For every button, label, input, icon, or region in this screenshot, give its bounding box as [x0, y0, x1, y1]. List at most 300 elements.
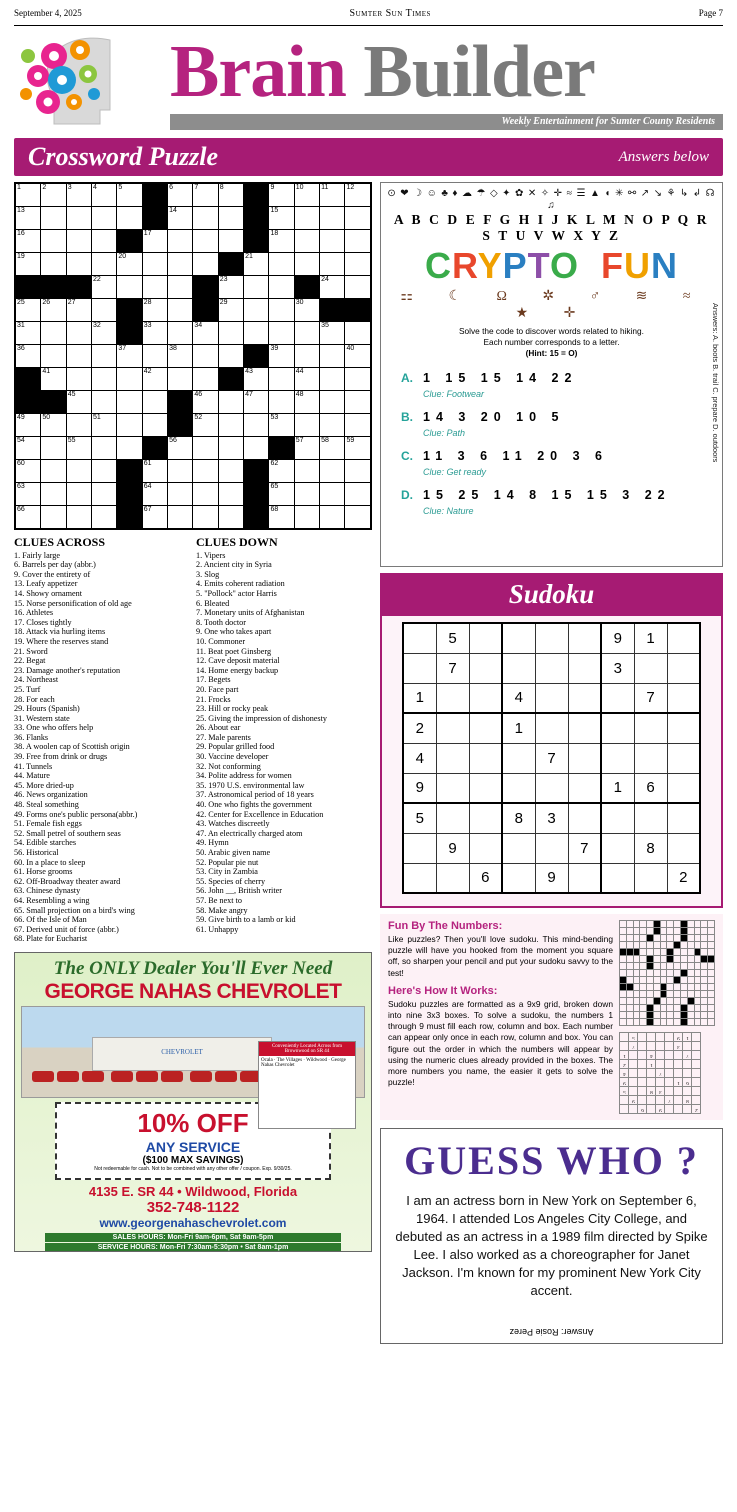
answer-key-cell [660, 1012, 667, 1019]
crossword-cell[interactable] [41, 322, 66, 345]
sudoku-cell[interactable]: 9 [436, 833, 469, 863]
crossword-cell[interactable] [294, 184, 319, 207]
crossword-cell[interactable] [168, 230, 193, 253]
crossword-cell[interactable] [41, 437, 66, 460]
sudoku-cell[interactable] [634, 743, 667, 773]
crossword-cell[interactable] [142, 253, 167, 276]
sudoku-cell[interactable] [469, 653, 502, 683]
crossword-cell[interactable] [345, 230, 371, 253]
advertisement[interactable] [14, 952, 372, 1252]
answer-key-cell [633, 1019, 640, 1026]
crossword-cell[interactable] [320, 253, 345, 276]
crossword-cell[interactable] [92, 230, 117, 253]
crossword-cell[interactable] [193, 414, 218, 437]
clue-item-across: 33. One who offers help [14, 723, 94, 733]
crossword-cell[interactable] [193, 345, 218, 368]
crossword-cell[interactable] [218, 460, 243, 483]
crossword-cell[interactable] [244, 276, 269, 299]
crossword-cell[interactable] [41, 506, 66, 529]
crossword-cell[interactable] [16, 345, 41, 368]
crossword-cell[interactable] [168, 184, 193, 207]
sudoku-cell[interactable] [568, 713, 601, 743]
answer-key-cell [633, 921, 640, 928]
crossword-cell[interactable] [345, 506, 371, 529]
sudoku-cell[interactable] [403, 623, 436, 653]
crossword-cell[interactable] [320, 184, 345, 207]
crossword-cell[interactable] [142, 460, 167, 483]
crossword-cell[interactable] [142, 230, 167, 253]
crossword-cell[interactable] [16, 483, 41, 506]
answer-key-cell: 9 [656, 1105, 665, 1114]
crossword-cell[interactable] [193, 506, 218, 529]
crossword-cell[interactable] [218, 345, 243, 368]
crossword-cell[interactable] [92, 414, 117, 437]
sudoku-cell[interactable] [436, 713, 469, 743]
sudoku-cell[interactable]: 4 [403, 743, 436, 773]
crossword-cell[interactable] [294, 207, 319, 230]
sudoku-cell[interactable] [469, 743, 502, 773]
crossword-cell[interactable] [218, 299, 243, 322]
crossword-cell[interactable] [92, 391, 117, 414]
crossword-cell[interactable] [16, 207, 41, 230]
crossword-cell[interactable] [16, 253, 41, 276]
crossword-cell[interactable] [16, 414, 41, 437]
sudoku-cell[interactable] [502, 863, 535, 893]
crossword-cell[interactable] [345, 483, 371, 506]
sudoku-cell[interactable] [634, 713, 667, 743]
crossword-cell[interactable] [66, 437, 91, 460]
crossword-cell[interactable] [218, 483, 243, 506]
crossword-cell[interactable] [218, 207, 243, 230]
crossword-cell[interactable] [345, 184, 371, 207]
crossword-cell[interactable] [294, 368, 319, 391]
crossword-cell[interactable] [41, 207, 66, 230]
sudoku-cell[interactable]: 4 [502, 683, 535, 713]
crossword-cell[interactable] [117, 184, 142, 207]
crossword-cell[interactable] [218, 391, 243, 414]
sudoku-cell[interactable]: 1 [502, 713, 535, 743]
sudoku-cell[interactable] [568, 863, 601, 893]
crossword-cell[interactable] [66, 460, 91, 483]
crossword-cell[interactable] [92, 437, 117, 460]
sudoku-cell[interactable] [601, 803, 634, 833]
sudoku-cell[interactable] [568, 623, 601, 653]
crossword-cell[interactable] [66, 207, 91, 230]
crossword-cell[interactable] [345, 414, 371, 437]
crossword-cell[interactable] [92, 322, 117, 345]
sudoku-cell[interactable] [502, 653, 535, 683]
crossword-cell-number: 28 [143, 299, 152, 306]
crossword-cell[interactable] [218, 437, 243, 460]
answer-key-cell [653, 935, 660, 942]
sudoku-cell[interactable] [436, 803, 469, 833]
crossword-cell-number: 58 [321, 437, 329, 444]
answer-key-cell [665, 1087, 674, 1096]
crossword-cell[interactable] [117, 207, 142, 230]
crossword-cell[interactable] [92, 253, 117, 276]
crossword-cell[interactable] [193, 483, 218, 506]
sudoku-cell[interactable] [568, 773, 601, 803]
crossword-cell[interactable] [269, 345, 294, 368]
sudoku-cell[interactable] [469, 833, 502, 863]
sudoku-cell[interactable] [502, 623, 535, 653]
crossword-cell[interactable] [269, 414, 294, 437]
crossword-cell[interactable] [16, 230, 41, 253]
crossword-cell[interactable] [294, 506, 319, 529]
sudoku-cell[interactable] [469, 713, 502, 743]
crossword-cell[interactable] [117, 345, 142, 368]
crossword-cell[interactable] [345, 207, 371, 230]
sudoku-cell[interactable] [568, 683, 601, 713]
sudoku-cell[interactable] [535, 623, 568, 653]
crossword-cell-number: 27 [67, 299, 76, 306]
crossword-cell[interactable] [16, 460, 41, 483]
sudoku-cell[interactable] [667, 803, 700, 833]
crossword-cell[interactable] [294, 414, 319, 437]
crossword-grid[interactable] [14, 182, 372, 530]
crossword-cell[interactable] [92, 460, 117, 483]
clue-item-down: 21. Frocks [196, 694, 231, 704]
crossword-cell[interactable] [16, 506, 41, 529]
crossword-cell[interactable] [168, 506, 193, 529]
answer-key-cell [640, 956, 647, 963]
crossword-cell[interactable] [92, 483, 117, 506]
sudoku-cell[interactable] [667, 713, 700, 743]
crossword-cell[interactable] [345, 437, 371, 460]
crossword-cell[interactable] [269, 506, 294, 529]
crossword-cell-number: 22 [93, 276, 101, 283]
sudoku-cell[interactable]: 3 [535, 803, 568, 833]
answer-key-cell [701, 1005, 708, 1012]
crossword-cell[interactable] [16, 184, 41, 207]
sudoku-cell[interactable] [667, 683, 700, 713]
crossword-cell[interactable] [269, 253, 294, 276]
sudoku-cell[interactable] [634, 803, 667, 833]
crossword-cell[interactable] [193, 368, 218, 391]
crossword-cell[interactable] [320, 437, 345, 460]
answer-key-cell [701, 998, 708, 1005]
sudoku-cell[interactable] [535, 683, 568, 713]
crossword-cell[interactable] [269, 299, 294, 322]
answer-key-cell [629, 1105, 638, 1114]
crossword-cell[interactable] [320, 207, 345, 230]
sudoku-cell[interactable]: 2 [667, 863, 700, 893]
sudoku-cell[interactable] [502, 773, 535, 803]
sudoku-cell[interactable]: 2 [403, 713, 436, 743]
crossword-cell[interactable] [320, 368, 345, 391]
ad-dealer-name: GEORGE NAHAS CHEVROLET [44, 979, 342, 1003]
crossword-cell[interactable] [269, 368, 294, 391]
crossword-cell[interactable] [244, 437, 269, 460]
crossword-cell[interactable] [117, 253, 142, 276]
crossword-cell[interactable] [168, 207, 193, 230]
sudoku-cell[interactable] [469, 683, 502, 713]
sudoku-grid[interactable] [402, 622, 701, 894]
sudoku-cell[interactable]: 7 [568, 833, 601, 863]
crossword-cell[interactable] [294, 345, 319, 368]
crossword-cell[interactable] [244, 322, 269, 345]
sudoku-cell[interactable]: 9 [601, 623, 634, 653]
sudoku-cell[interactable]: 5 [403, 803, 436, 833]
ad-phone[interactable]: 352-748-1122 [146, 1198, 240, 1216]
crossword-cell[interactable] [66, 506, 91, 529]
crossword-cell[interactable] [92, 276, 117, 299]
crossword-cell[interactable] [142, 299, 167, 322]
crossword-cell[interactable] [269, 184, 294, 207]
crossword-cell[interactable] [345, 276, 371, 299]
crossword-cell[interactable] [193, 207, 218, 230]
crossword-cell[interactable] [269, 391, 294, 414]
crossword-cell[interactable] [218, 276, 243, 299]
crossword-cell[interactable] [345, 391, 371, 414]
crossword-cell[interactable] [218, 506, 243, 529]
crossword-cell[interactable] [16, 437, 41, 460]
sudoku-cell[interactable]: 8 [634, 833, 667, 863]
sudoku-cell[interactable] [436, 743, 469, 773]
crossword-cell[interactable] [66, 322, 91, 345]
crossword-cell[interactable] [218, 184, 243, 207]
crossword-cell[interactable] [345, 368, 371, 391]
sudoku-cell[interactable] [403, 863, 436, 893]
answer-key-cell: 4 [647, 1051, 656, 1060]
sudoku-section [380, 573, 723, 908]
crossword-cell[interactable] [218, 414, 243, 437]
sudoku-cell[interactable] [502, 833, 535, 863]
answer-key-cell [640, 984, 647, 991]
sudoku-cell[interactable]: 6 [634, 773, 667, 803]
crossword-cell[interactable] [41, 230, 66, 253]
sudoku-cell[interactable] [667, 623, 700, 653]
answer-key-cell [708, 942, 715, 949]
answer-key-cell [647, 991, 654, 998]
crossword-cell[interactable] [294, 230, 319, 253]
crossword-cell[interactable] [117, 391, 142, 414]
crossword-cell[interactable] [244, 414, 269, 437]
sudoku-cell[interactable] [469, 803, 502, 833]
sudoku-cell[interactable] [535, 713, 568, 743]
crossword-cell[interactable] [92, 184, 117, 207]
answer-key-cell [708, 963, 715, 970]
crossword-cell[interactable] [345, 253, 371, 276]
crossword-cell[interactable] [117, 368, 142, 391]
sudoku-cell[interactable]: 1 [634, 623, 667, 653]
crossword-cell[interactable] [193, 184, 218, 207]
sudoku-cell[interactable] [469, 623, 502, 653]
crossword-cell[interactable] [269, 207, 294, 230]
crossword-cell[interactable] [66, 253, 91, 276]
crossword-cell[interactable] [168, 299, 193, 322]
crossword-cell[interactable] [345, 460, 371, 483]
crossword-cell[interactable] [320, 460, 345, 483]
sudoku-cell[interactable] [667, 743, 700, 773]
crossword-cell[interactable] [41, 253, 66, 276]
sudoku-cell[interactable]: 7 [535, 743, 568, 773]
crossword-cell[interactable] [168, 276, 193, 299]
crossword-cell[interactable] [142, 345, 167, 368]
answer-key-cell [656, 1042, 665, 1051]
sudoku-cell[interactable] [601, 833, 634, 863]
crossword-cell[interactable] [142, 483, 167, 506]
crossword-cell[interactable] [41, 460, 66, 483]
crossword-cell[interactable] [142, 368, 167, 391]
crossword-cell[interactable] [320, 345, 345, 368]
sudoku-cell[interactable] [601, 683, 634, 713]
sudoku-cell[interactable] [469, 773, 502, 803]
answer-key-cell [653, 1005, 660, 1012]
crossword-cell[interactable] [320, 391, 345, 414]
crossword-cell[interactable] [168, 437, 193, 460]
clue-item-across: 44. Mature [14, 771, 50, 781]
crossword-cell[interactable] [269, 483, 294, 506]
crossword-cell[interactable] [142, 506, 167, 529]
crossword-cell-number: 61 [143, 460, 152, 467]
crossword-cell[interactable] [294, 299, 319, 322]
crossword-cell[interactable] [294, 460, 319, 483]
sudoku-cell[interactable]: 9 [535, 863, 568, 893]
crossword-cell[interactable] [168, 460, 193, 483]
answer-key-cell [667, 942, 674, 949]
crossword-cell[interactable] [142, 322, 167, 345]
crossword-cell[interactable] [66, 184, 91, 207]
sudoku-cell[interactable]: 7 [634, 683, 667, 713]
sudoku-cell[interactable] [634, 653, 667, 683]
crossword-cell[interactable] [269, 230, 294, 253]
crossword-cell[interactable] [244, 391, 269, 414]
sudoku-cell[interactable]: 1 [403, 683, 436, 713]
crossword-cell[interactable] [41, 483, 66, 506]
crossword-cell[interactable] [345, 345, 371, 368]
crossword-block [218, 253, 243, 276]
sudoku-cell[interactable] [403, 653, 436, 683]
answer-key-cell [647, 1105, 656, 1114]
answer-key-cell [708, 921, 715, 928]
crossword-cell[interactable] [66, 414, 91, 437]
crossword-cell[interactable] [92, 299, 117, 322]
sudoku-cell[interactable]: 8 [502, 803, 535, 833]
crossword-cell[interactable] [66, 483, 91, 506]
crossword-cell[interactable] [218, 322, 243, 345]
crossword-cell[interactable] [320, 506, 345, 529]
sudoku-cell[interactable] [601, 743, 634, 773]
sudoku-cell[interactable] [502, 743, 535, 773]
crossword-cell[interactable] [193, 437, 218, 460]
crossword-cell[interactable] [66, 299, 91, 322]
crossword-cell[interactable] [269, 322, 294, 345]
crossword-cell[interactable] [41, 299, 66, 322]
answer-key-cell [629, 1060, 638, 1069]
crossword-cell[interactable] [142, 276, 167, 299]
crossword-cell[interactable] [244, 253, 269, 276]
crossword-cell[interactable] [320, 276, 345, 299]
crossword-cell[interactable] [92, 345, 117, 368]
crossword-cell-number: 7 [194, 184, 199, 191]
crossword-cell[interactable] [193, 253, 218, 276]
crossword-cell[interactable] [193, 322, 218, 345]
sudoku-cell[interactable] [568, 653, 601, 683]
crossword-cell[interactable] [193, 391, 218, 414]
crossword-cell[interactable] [142, 414, 167, 437]
crossword-cell[interactable] [66, 368, 91, 391]
crossword-cell[interactable] [41, 345, 66, 368]
sudoku-cell[interactable] [535, 773, 568, 803]
sudoku-cell[interactable] [436, 683, 469, 713]
crossword-cell[interactable] [142, 391, 167, 414]
crossword-cell[interactable] [66, 345, 91, 368]
crossword-cell[interactable] [244, 368, 269, 391]
sudoku-cell[interactable] [667, 833, 700, 863]
sudoku-cell[interactable] [403, 833, 436, 863]
crossword-cell[interactable] [117, 414, 142, 437]
crossword-cell[interactable] [345, 322, 371, 345]
crossword-cell[interactable] [218, 230, 243, 253]
crossword-cell[interactable] [117, 437, 142, 460]
sudoku-cell[interactable] [535, 833, 568, 863]
crossword-cell[interactable] [320, 483, 345, 506]
crossword-cell[interactable] [168, 345, 193, 368]
crossword-cell[interactable] [193, 230, 218, 253]
crossword-cell[interactable] [320, 414, 345, 437]
crossword-cell[interactable] [294, 322, 319, 345]
crossword-cell[interactable] [168, 368, 193, 391]
sudoku-cell[interactable]: 1 [601, 773, 634, 803]
answer-key-cell [665, 1051, 674, 1060]
crossword-cell[interactable] [41, 368, 66, 391]
crossword-cell[interactable] [41, 414, 66, 437]
sudoku-cell[interactable] [568, 743, 601, 773]
sudoku-cell[interactable]: 7 [436, 653, 469, 683]
sudoku-cell[interactable] [667, 653, 700, 683]
crossword-cell[interactable] [269, 276, 294, 299]
crossword-cell[interactable] [193, 460, 218, 483]
sudoku-cell[interactable] [634, 863, 667, 893]
sudoku-cell[interactable] [436, 773, 469, 803]
sudoku-cell[interactable] [601, 863, 634, 893]
crossword-cell[interactable] [320, 322, 345, 345]
sudoku-cell[interactable] [601, 713, 634, 743]
header-page-number: Page 7 [698, 8, 723, 18]
sudoku-cell[interactable]: 9 [403, 773, 436, 803]
sudoku-cell[interactable]: 6 [469, 863, 502, 893]
crossword-cell[interactable] [244, 299, 269, 322]
sudoku-cell[interactable]: 3 [601, 653, 634, 683]
sudoku-cell[interactable] [568, 803, 601, 833]
sudoku-cell[interactable] [535, 653, 568, 683]
crossword-cell[interactable] [320, 230, 345, 253]
crossword-cell[interactable] [16, 299, 41, 322]
crossword-cell[interactable] [168, 483, 193, 506]
crossword-cell[interactable] [294, 253, 319, 276]
crossword-cell[interactable] [41, 184, 66, 207]
crossword-cell[interactable] [294, 483, 319, 506]
crossword-cell[interactable] [92, 506, 117, 529]
clue-item-across: 24. Northeast [14, 675, 59, 685]
crossword-cell[interactable] [16, 322, 41, 345]
crossword-cell[interactable] [117, 276, 142, 299]
crossword-cell[interactable] [66, 391, 91, 414]
crossword-cell[interactable] [92, 207, 117, 230]
crossword-cell[interactable] [294, 391, 319, 414]
sudoku-cell[interactable] [436, 863, 469, 893]
crossword-cell[interactable] [92, 368, 117, 391]
crossword-cell[interactable] [294, 437, 319, 460]
crossword-cell[interactable] [66, 230, 91, 253]
ad-website[interactable]: www.georgenahaschevrolet.com [99, 1215, 287, 1230]
crossword-cell[interactable] [168, 322, 193, 345]
sudoku-cell[interactable]: 5 [436, 623, 469, 653]
crossword-cell[interactable] [269, 460, 294, 483]
crossword-cell[interactable] [168, 253, 193, 276]
sudoku-cell[interactable] [667, 773, 700, 803]
